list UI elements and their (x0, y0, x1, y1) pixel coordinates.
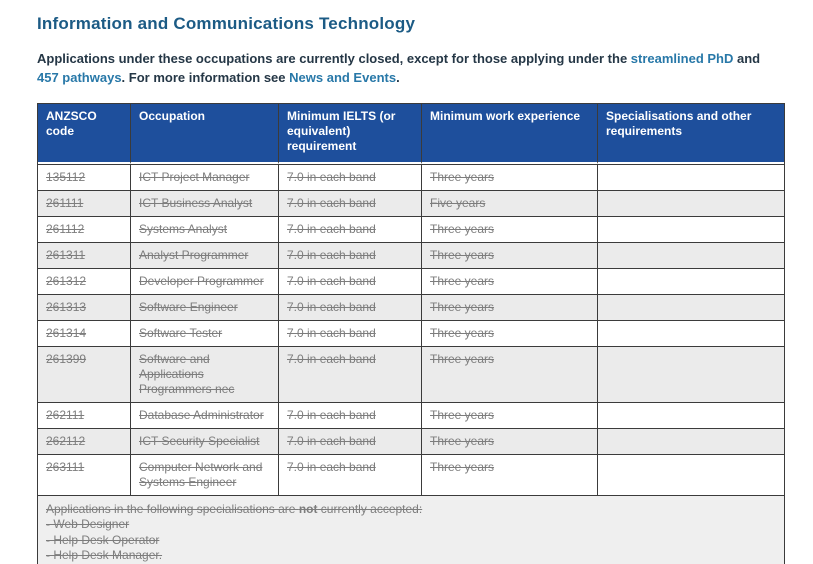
cell-occupation: Software Engineer (131, 294, 279, 320)
cell-experience: Five years (422, 190, 598, 216)
cell-ielts: 7.0 in each band (279, 164, 422, 190)
cell-specialisations (598, 428, 784, 454)
cell-code: 262112 (38, 428, 131, 454)
cell-experience: Three years (422, 402, 598, 428)
cell-occupation: Database Administrator (131, 402, 279, 428)
cell-occupation: Analyst Programmer (131, 242, 279, 268)
table-row (38, 268, 784, 294)
footer-item-help-desk-manager: - Help Desk Manager. (46, 548, 163, 563)
cell-code: 261312 (38, 268, 131, 294)
table-row (38, 402, 784, 428)
cell-occupation: ICT Project Manager (131, 164, 279, 190)
cell-specialisations (598, 346, 784, 402)
table-row (38, 242, 784, 268)
cell-experience: Three years (422, 216, 598, 242)
cell-ielts: 7.0 in each band (279, 428, 422, 454)
table-row (38, 454, 784, 495)
page-title: Information and Communications Technology (37, 14, 416, 33)
header-ielts: Minimum IELTS (or equivalent) requirement (279, 104, 422, 164)
cell-code: 261399 (38, 346, 131, 402)
link-streamlined-phd[interactable]: streamlined PhD (630, 51, 734, 66)
link-news-and-events[interactable]: News and Events (289, 69, 397, 85)
cell-ielts: 7.0 in each band (279, 242, 422, 268)
footer-item-help-desk-operator: - Help Desk Operator (46, 532, 160, 547)
intro-text: and (733, 51, 761, 66)
table-row (38, 320, 784, 346)
cell-specialisations (598, 294, 784, 320)
footer-note-line: Applications in the following specialisations are not currently accepted: (46, 501, 423, 516)
footer-item-web-designer: - Web Designer (46, 517, 130, 532)
table-row (38, 164, 784, 190)
cell-specialisations (598, 216, 784, 242)
occupations-table (37, 103, 785, 564)
cell-occupation: ICT Security Specialist (131, 428, 279, 454)
header-occupation: Occupation (131, 104, 279, 164)
intro-paragraph (37, 50, 783, 88)
table-row (38, 428, 784, 454)
cell-occupation: Software Tester (131, 320, 279, 346)
cell-experience: Three years (422, 454, 598, 495)
header-specialisations: Specialisations and other requirements (598, 104, 784, 164)
cell-code: 263111 (38, 454, 131, 495)
table-row (38, 190, 784, 216)
cell-experience: Three years (422, 242, 598, 268)
cell-ielts: 7.0 in each band (279, 346, 422, 402)
cell-code: 261111 (38, 190, 131, 216)
cell-occupation: ICT Business Analyst (131, 190, 279, 216)
cell-specialisations (598, 402, 784, 428)
cell-specialisations (598, 320, 784, 346)
intro-text: Applications under these occupations are currently closed, except for those applying under the (37, 51, 631, 66)
cell-occupation: Systems Analyst (131, 216, 279, 242)
cell-specialisations (598, 164, 784, 190)
header-anzsco-code: ANZSCO code (38, 104, 131, 164)
intro-text: . (396, 69, 400, 85)
intro-text: . For more information see (121, 69, 290, 85)
cell-ielts: 7.0 in each band (279, 268, 422, 294)
cell-occupation: Developer Programmer (131, 268, 279, 294)
table-header (38, 104, 784, 164)
cell-ielts: 7.0 in each band (279, 190, 422, 216)
cell-occupation: Computer Network and Systems Engineer (131, 454, 279, 495)
cell-code: 261311 (38, 242, 131, 268)
cell-experience: Three years (422, 268, 598, 294)
cell-ielts: 7.0 in each band (279, 402, 422, 428)
table-row (38, 294, 784, 320)
footer-note (38, 495, 784, 564)
cell-ielts: 7.0 in each band (279, 320, 422, 346)
cell-occupation: Software and Applications Programmers nec (131, 346, 279, 402)
header-work-experience: Minimum work experience (422, 104, 598, 164)
cell-code: 261112 (38, 216, 131, 242)
footer-not-bold: not (298, 501, 318, 516)
cell-code: 135112 (38, 164, 131, 190)
table-body (38, 164, 784, 495)
cell-code: 261313 (38, 294, 131, 320)
cell-code: 262111 (38, 402, 131, 428)
table-row (38, 216, 784, 242)
cell-specialisations (598, 190, 784, 216)
table-footer (38, 495, 784, 564)
cell-ielts: 7.0 in each band (279, 454, 422, 495)
cell-ielts: 7.0 in each band (279, 216, 422, 242)
cell-experience: Three years (422, 320, 598, 346)
cell-experience: Three years (422, 346, 598, 402)
cell-specialisations (598, 454, 784, 495)
table-row (38, 346, 784, 402)
cell-experience: Three years (422, 428, 598, 454)
cell-experience: Three years (422, 294, 598, 320)
cell-experience: Three years (422, 164, 598, 190)
cell-ielts: 7.0 in each band (279, 294, 422, 320)
cell-specialisations (598, 268, 784, 294)
cell-specialisations (598, 242, 784, 268)
link-457-pathways[interactable]: 457 pathways (37, 69, 122, 85)
cell-code: 261314 (38, 320, 131, 346)
